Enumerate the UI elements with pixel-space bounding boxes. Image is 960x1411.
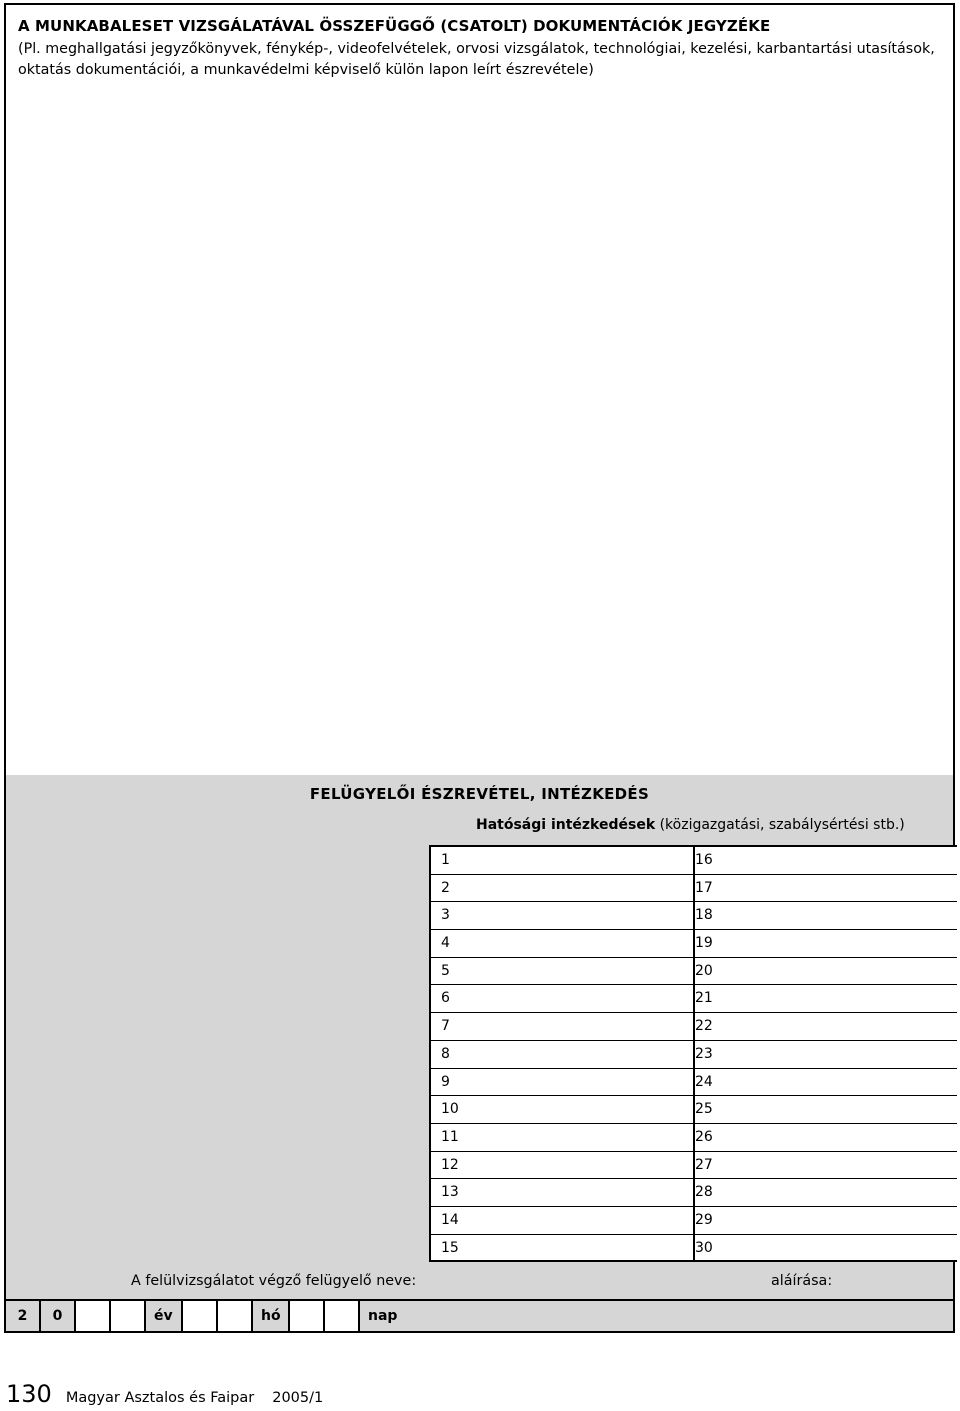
measure-row: [429, 985, 957, 1013]
month-label: hó: [253, 1301, 290, 1331]
measure-cell-left[interactable]: [429, 1124, 695, 1151]
day-label: nap: [368, 1308, 398, 1324]
measure-number: 11: [441, 1128, 459, 1145]
measure-cell-left[interactable]: [429, 958, 695, 985]
inspector-section: [6, 775, 953, 1331]
measure-row: [429, 1207, 957, 1235]
measure-cell-left[interactable]: [429, 1235, 695, 1261]
measure-cell-left[interactable]: [429, 930, 695, 957]
inspector-name-label: A felülvizsgálatot végző felügyelő neve:: [131, 1273, 417, 1289]
journal-issue: 2005/1: [272, 1390, 324, 1406]
year-digit-4-box[interactable]: [111, 1301, 146, 1331]
measure-number: 13: [441, 1184, 459, 1201]
measure-number: 26: [695, 1128, 713, 1145]
measure-number: 25: [695, 1101, 713, 1118]
measure-cell-left[interactable]: [429, 875, 695, 902]
measure-cell-left[interactable]: [429, 1096, 695, 1123]
measure-cell-right[interactable]: [695, 958, 957, 985]
measure-number: 4: [441, 935, 450, 952]
measure-row: [429, 1096, 957, 1124]
documents-note: (Pl. meghallgatási jegyzőkönyvek, fénykép-, videofelvételek, orvosi vizsgálatok, technológiai, kezelési, karbantartási utasítások, oktatás dokumentációi, a munkavédelmi képviselő külön lapon leírt észrevétele): [18, 41, 935, 78]
measures-grid: [429, 845, 957, 1262]
measure-number: 23: [695, 1045, 713, 1062]
measure-cell-left[interactable]: [429, 847, 695, 874]
measure-row: [429, 1235, 957, 1263]
measure-number: 28: [695, 1184, 713, 1201]
measure-row: [429, 875, 957, 903]
measure-cell-left[interactable]: [429, 1207, 695, 1234]
measure-number: 16: [695, 852, 713, 868]
measure-number: 27: [695, 1156, 713, 1173]
inspector-title: FELÜGYELŐI ÉSZREVÉTEL, INTÉZKEDÉS: [309, 785, 650, 803]
measure-cell-left[interactable]: [429, 902, 695, 929]
year-digit-2: 0: [41, 1301, 76, 1331]
day-digit-1-box[interactable]: [290, 1301, 325, 1331]
measure-number: 8: [441, 1045, 450, 1062]
measure-row: [429, 1152, 957, 1180]
measure-row: [429, 1124, 957, 1152]
measure-number: 30: [695, 1239, 713, 1256]
year-digit-1: 2: [6, 1301, 41, 1331]
measure-number: 9: [441, 1073, 450, 1090]
measure-number: 6: [441, 990, 450, 1007]
measure-row: [429, 902, 957, 930]
page-number: 130: [6, 1380, 52, 1408]
measure-number: 2: [441, 879, 450, 896]
measure-row: [429, 1179, 957, 1207]
measure-number: 20: [695, 962, 713, 979]
measure-cell-right[interactable]: [695, 930, 957, 957]
measure-number: 14: [441, 1211, 459, 1228]
accident-report-form: [4, 3, 955, 1333]
measure-number: 29: [695, 1211, 713, 1228]
measure-row: [429, 958, 957, 986]
measure-cell-left[interactable]: [429, 1152, 695, 1179]
measure-cell-right[interactable]: [695, 1235, 957, 1261]
month-digit-2-box[interactable]: [218, 1301, 253, 1331]
measure-cell-right[interactable]: [695, 847, 957, 874]
measure-cell-left[interactable]: [429, 1069, 695, 1096]
page-footer: [6, 1380, 323, 1408]
measure-number: 19: [695, 935, 713, 952]
measure-cell-right[interactable]: [695, 1041, 957, 1068]
journal-name: Magyar Asztalos és Faipar: [65, 1390, 255, 1406]
measure-cell-left[interactable]: [429, 985, 695, 1012]
measures-title-rest: (közigazgatási, szabálysértési stb.): [655, 817, 905, 833]
measure-number: 22: [695, 1018, 713, 1035]
measure-number: 5: [441, 962, 450, 979]
measure-number: 17: [695, 879, 713, 896]
documents-title: A MUNKABALESET VIZSGÁLATÁVAL ÖSSZEFÜGGŐ (CSATOLT) DOKUMENTÁCIÓK JEGYZÉKE: [18, 17, 771, 35]
measure-cell-right[interactable]: [695, 985, 957, 1012]
measures-title: [476, 817, 905, 833]
measure-cell-left[interactable]: [429, 1041, 695, 1068]
measure-row: [429, 930, 957, 958]
day-digit-2-box[interactable]: [325, 1301, 360, 1331]
measure-number: 12: [441, 1156, 459, 1173]
measure-number: 24: [695, 1073, 713, 1090]
measure-cell-right[interactable]: [695, 902, 957, 929]
measure-number: 10: [441, 1101, 459, 1118]
measure-cell-right[interactable]: [695, 875, 957, 902]
measure-row: [429, 1069, 957, 1097]
measure-cell-right[interactable]: [695, 1013, 957, 1040]
month-digit-1-box[interactable]: [183, 1301, 218, 1331]
measure-cell-right[interactable]: [695, 1124, 957, 1151]
year-digit-3-box[interactable]: [76, 1301, 111, 1331]
measure-cell-right[interactable]: [695, 1207, 957, 1234]
measure-row: [429, 1013, 957, 1041]
measure-row: [429, 847, 957, 875]
measure-cell-right[interactable]: [695, 1179, 957, 1206]
measure-row: [429, 1041, 957, 1069]
measure-cell-left[interactable]: [429, 1179, 695, 1206]
measure-number: 3: [441, 907, 450, 924]
measure-number: 18: [695, 907, 713, 924]
date-row: [6, 1299, 953, 1331]
year-label: év: [146, 1301, 183, 1331]
measure-number: 1: [441, 852, 450, 868]
measures-title-bold: Hatósági intézkedések: [476, 817, 656, 833]
measure-cell-right[interactable]: [695, 1096, 957, 1123]
measure-number: 15: [441, 1239, 459, 1256]
measure-cell-left[interactable]: [429, 1013, 695, 1040]
signature-label: aláírása:: [771, 1273, 833, 1289]
measure-number: 7: [441, 1018, 450, 1035]
measure-number: 21: [695, 990, 713, 1007]
measure-cell-right[interactable]: [695, 1069, 957, 1096]
measure-cell-right[interactable]: [695, 1152, 957, 1179]
attached-documents-section[interactable]: [6, 5, 953, 777]
